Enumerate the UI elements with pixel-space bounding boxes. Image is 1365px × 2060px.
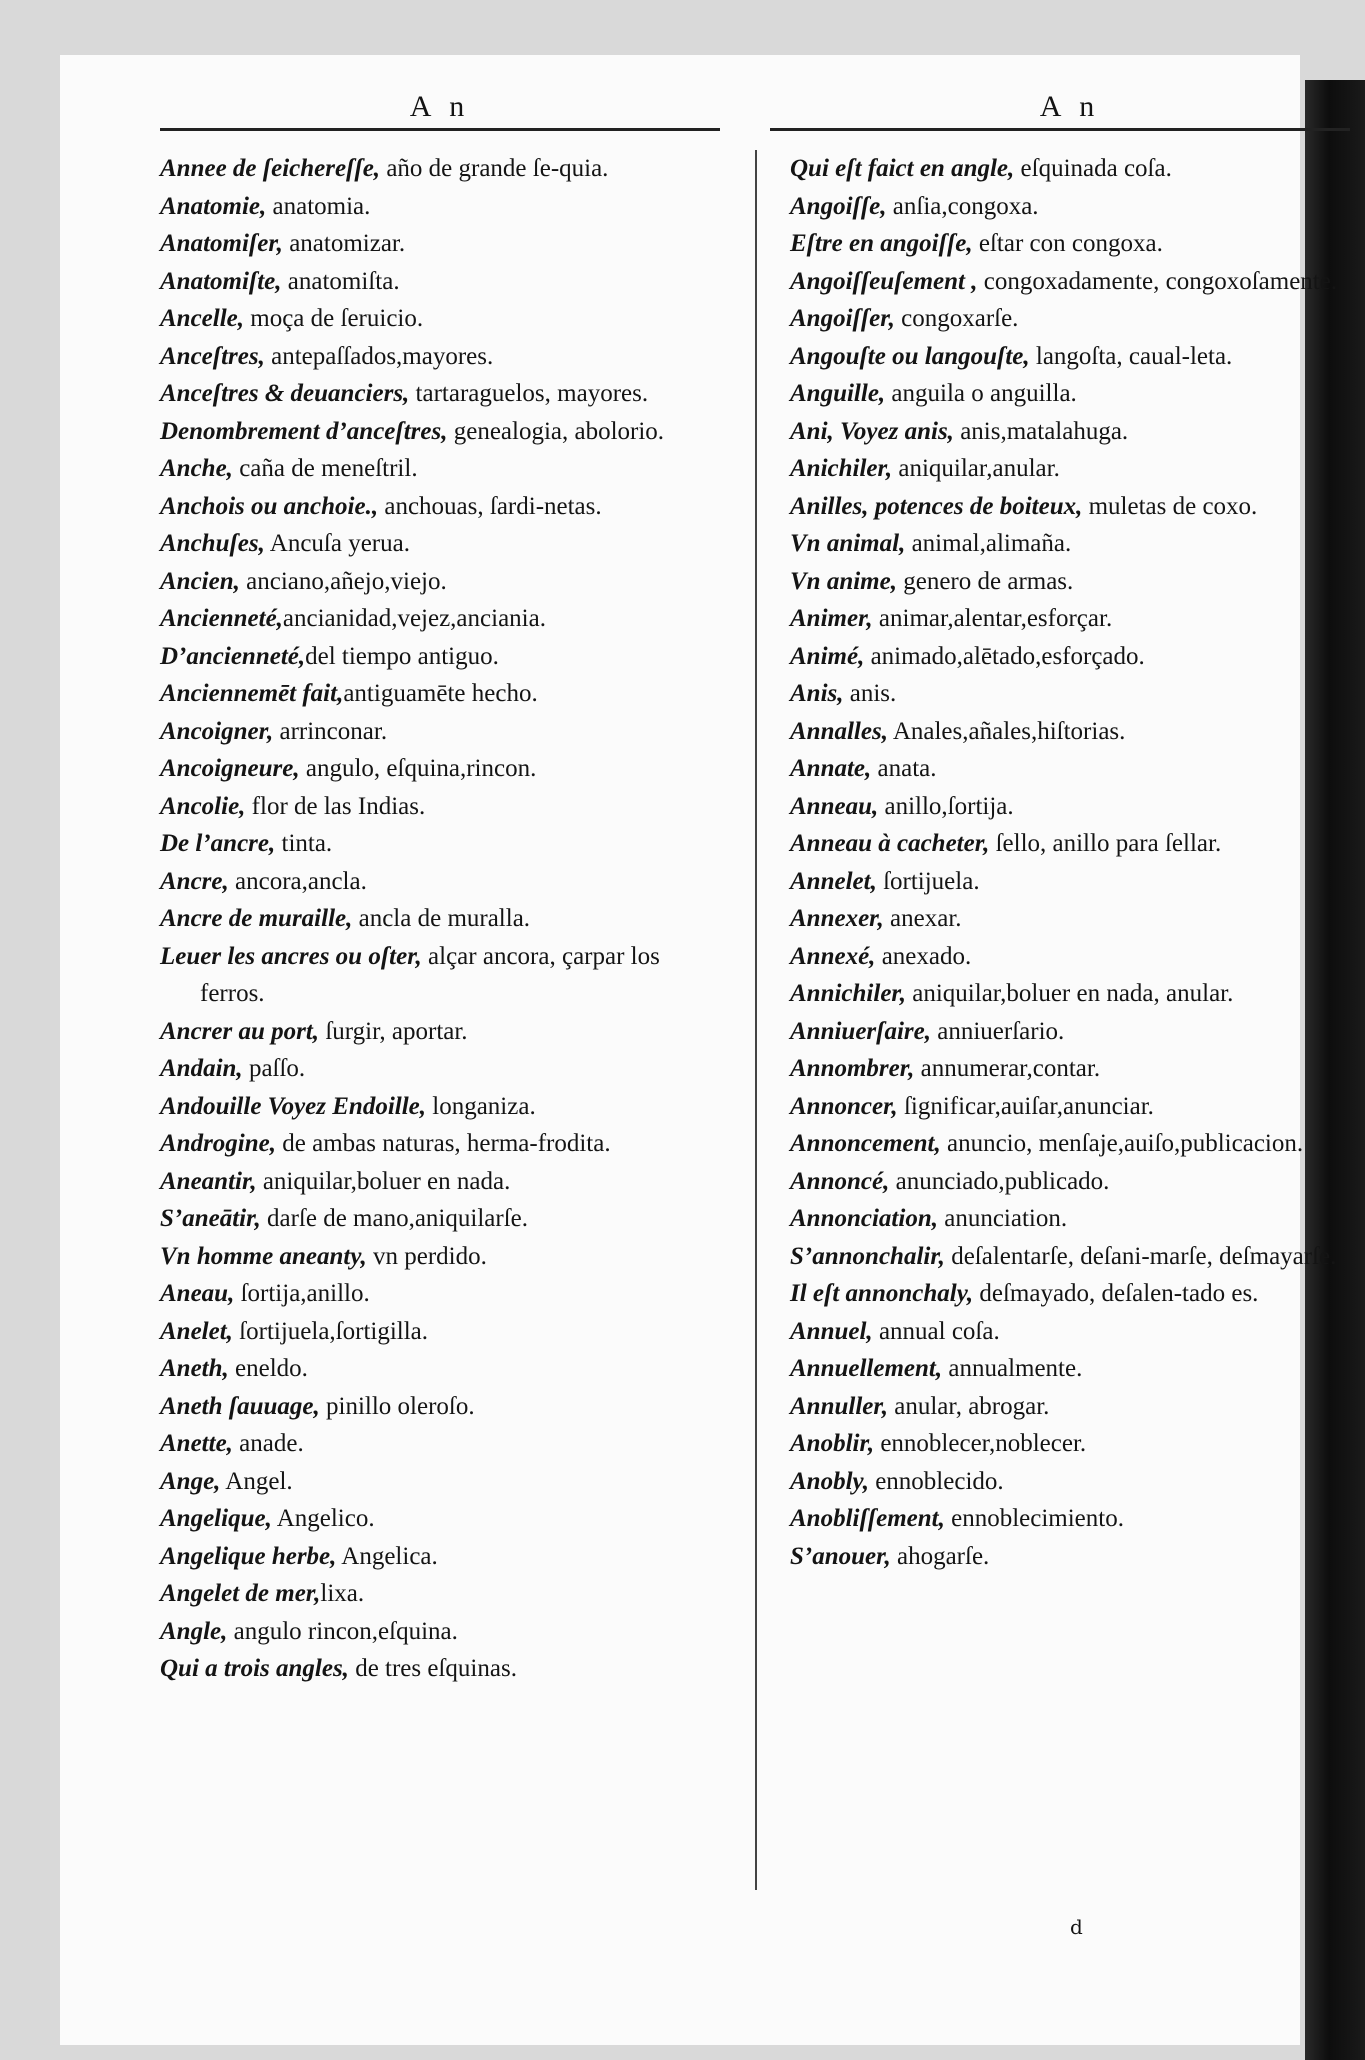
dictionary-entry	[160, 1350, 720, 1388]
dictionary-entry	[160, 488, 720, 526]
dictionary-entry	[160, 1538, 720, 1576]
entry-definition: animado,alētado,esforçado.	[864, 642, 1145, 670]
dictionary-entry	[790, 1013, 1350, 1051]
entry-headword: Leuer les ancres ou oſter,	[160, 942, 422, 970]
entry-headword: Anobliſſement,	[790, 1505, 945, 1532]
dictionary-entry	[790, 900, 1350, 938]
entry-definition: paſſo.	[242, 1055, 306, 1082]
entry-headword: Anceſtres & deuanciers,	[160, 380, 410, 407]
entry-definition: anchouas, ſardi-netas.	[378, 492, 602, 520]
entry-definition: anunciation.	[937, 1205, 1068, 1232]
entry-headword: De l’ancre,	[160, 830, 276, 857]
entry-definition: moça de ſeruicio.	[244, 305, 424, 332]
entry-headword: Annuller,	[790, 1392, 888, 1420]
dictionary-entry	[160, 713, 720, 751]
entry-definition: anſia,congoxa.	[886, 192, 1039, 220]
entry-headword: Ancolie,	[160, 792, 246, 820]
dictionary-entry	[790, 863, 1350, 901]
right-entry-list	[790, 150, 1350, 1575]
entry-headword: Annonciation,	[790, 1205, 938, 1232]
entry-definition: antiguamēte hecho.	[343, 680, 538, 707]
entry-definition: deſmayado, deſalen-tado es.	[973, 1280, 1259, 1307]
left-entry-list	[160, 150, 720, 1688]
dictionary-entry	[790, 675, 1350, 713]
dictionary-entry	[160, 1088, 720, 1126]
entry-definition: congoxadamente, congoxoſamente.	[977, 267, 1338, 295]
entry-definition: de tres eſquinas.	[348, 1655, 517, 1682]
entry-definition: ſortijuela.	[876, 867, 980, 895]
dictionary-entry	[160, 413, 720, 451]
entry-definition: lixa.	[320, 1580, 365, 1607]
entry-definition: año de grande ſe-quia.	[380, 155, 609, 182]
entry-definition: annualmente.	[942, 1355, 1083, 1382]
entry-headword: S’annonchalir,	[790, 1242, 945, 1270]
entry-headword: Anneau à cacheter,	[790, 830, 990, 857]
entry-definition: Angelico.	[271, 1505, 375, 1532]
dictionary-entry	[790, 788, 1350, 826]
entry-headword: Vn animal,	[790, 530, 906, 557]
entry-definition: annual coſa.	[872, 1317, 1000, 1345]
entry-headword: Aneth ſauuage,	[160, 1392, 320, 1420]
entry-headword: Ancre de muraille,	[160, 905, 353, 932]
entry-headword: S’anouer,	[790, 1542, 891, 1570]
entry-headword: Qui eſt faict en angle,	[790, 155, 1015, 182]
dictionary-entry	[160, 525, 720, 563]
entry-definition: genealogia, abolorio.	[447, 417, 665, 445]
dictionary-entry	[160, 263, 720, 301]
entry-headword: Anchois ou anchoie.,	[160, 492, 379, 520]
entry-definition: ſello, anillo para ſellar.	[989, 830, 1222, 857]
entry-headword: Angoiſſeuſement ,	[790, 267, 978, 295]
dictionary-entry	[160, 1500, 720, 1538]
dictionary-entry	[160, 225, 720, 263]
entry-headword: Annuellement,	[790, 1355, 943, 1382]
entry-definition: Ancuſa yerua.	[264, 530, 410, 557]
dictionary-entry	[790, 713, 1350, 751]
entry-headword: Anche,	[160, 455, 233, 482]
dictionary-entry	[160, 788, 720, 826]
entry-headword: Angelet de mer,	[160, 1580, 321, 1607]
dictionary-entry	[790, 1388, 1350, 1426]
entry-headword: Annoncement,	[790, 1130, 941, 1157]
entry-headword: Androgine,	[160, 1130, 277, 1157]
entry-headword: S’aneātir,	[160, 1205, 261, 1232]
dictionary-entry	[790, 188, 1350, 226]
dictionary-entry	[790, 375, 1350, 413]
dictionary-entry	[160, 1275, 720, 1313]
dictionary-entry	[790, 1125, 1350, 1163]
entry-headword: Andouille Voyez Endoille,	[160, 1092, 427, 1120]
entry-definition: anexado.	[875, 942, 972, 970]
entry-headword: Anichiler,	[790, 455, 893, 482]
entry-definition: anunciado,publicado.	[889, 1167, 1110, 1195]
dictionary-entry	[790, 600, 1350, 638]
entry-headword: Aneantir,	[160, 1167, 257, 1195]
dictionary-entry	[160, 150, 720, 188]
entry-headword: Anobly,	[790, 1467, 869, 1495]
dictionary-entry	[160, 563, 720, 601]
dictionary-entry	[790, 1163, 1350, 1201]
entry-definition: longaniza.	[426, 1092, 536, 1120]
dictionary-entry	[160, 1388, 720, 1426]
entry-definition: anatomia.	[266, 192, 371, 220]
entry-definition: aniquilar,boluer en nada.	[256, 1167, 511, 1195]
entry-headword: Anis,	[790, 680, 844, 707]
dictionary-entry	[790, 1200, 1350, 1238]
entry-definition: animal,alimaña.	[905, 530, 1072, 557]
entry-definition: flor de las Indias.	[245, 792, 426, 820]
dictionary-entry	[790, 1313, 1350, 1351]
dictionary-entry	[790, 1538, 1350, 1576]
entry-headword: Annate,	[790, 755, 872, 782]
entry-definition: ſurgir, aportar.	[319, 1017, 468, 1045]
entry-headword: Ancelle,	[160, 305, 245, 332]
dictionary-entry	[790, 638, 1350, 676]
entry-definition: anexar.	[883, 905, 962, 932]
entry-definition: ennoblecimiento.	[944, 1505, 1124, 1532]
dictionary-entry	[790, 975, 1350, 1013]
entry-headword: Angoiſſe,	[790, 192, 887, 220]
entry-headword: Angle,	[160, 1617, 228, 1645]
entry-headword: Anniuerſaire,	[790, 1017, 932, 1045]
dictionary-entry	[790, 1425, 1350, 1463]
entry-headword: Ancre,	[160, 867, 229, 895]
dictionary-entry	[160, 900, 720, 938]
entry-headword: Animé,	[790, 642, 865, 670]
entry-headword: Eſtre en angoiſſe,	[790, 230, 973, 257]
entry-headword: Ancoigner,	[160, 717, 274, 745]
entry-definition: antepaſſados,mayores.	[264, 342, 494, 370]
entry-headword: Annombrer,	[790, 1055, 915, 1082]
entry-headword: Annexé,	[790, 942, 876, 970]
entry-definition: Angel.	[220, 1467, 293, 1495]
right-header-rule	[770, 128, 1350, 131]
entry-definition: anata.	[871, 755, 937, 782]
dictionary-entry	[790, 1088, 1350, 1126]
dictionary-entry	[790, 413, 1350, 451]
dictionary-entry	[790, 225, 1350, 263]
entry-definition: eneldo.	[228, 1355, 308, 1382]
dictionary-entry	[160, 1200, 720, 1238]
entry-definition: ahogarſe.	[890, 1542, 990, 1570]
entry-headword: Vn homme aneanty,	[160, 1242, 367, 1270]
entry-definition: ancianidad,vejez,anciania.	[282, 605, 546, 632]
entry-headword: Ange,	[160, 1467, 221, 1495]
entry-headword: Anilles, potences de boiteux,	[790, 492, 1083, 520]
entry-definition: anis.	[843, 680, 897, 707]
entry-headword: Annoncer,	[790, 1092, 898, 1120]
right-running-head: A n	[1039, 90, 1101, 123]
entry-headword: Anneau,	[790, 792, 879, 820]
entry-headword: Aneau,	[160, 1280, 235, 1307]
dictionary-entry	[790, 300, 1350, 338]
dictionary-entry	[790, 150, 1350, 188]
dictionary-entry	[790, 525, 1350, 563]
entry-definition: angulo, eſquina,rincon.	[299, 755, 537, 782]
entry-headword: Andain,	[160, 1055, 243, 1082]
entry-definition: de ambas naturas, herma-frodita.	[276, 1130, 611, 1157]
dictionary-entry	[790, 1463, 1350, 1501]
dictionary-entry	[160, 375, 720, 413]
dictionary-entry	[160, 750, 720, 788]
entry-headword: Anatomie,	[160, 192, 267, 220]
entry-headword: Annuel,	[790, 1317, 873, 1345]
entry-definition: aniquilar,anular.	[892, 455, 1060, 482]
entry-definition: eſtar con congoxa.	[972, 230, 1163, 257]
entry-headword: Ancoigneure,	[160, 755, 300, 782]
entry-headword: Qui a trois angles,	[160, 1655, 349, 1682]
entry-definition: anuncio, menſaje,auiſo,publicacion.	[940, 1130, 1304, 1157]
entry-definition: alçar ancora, çarpar los ferros.	[200, 942, 660, 1007]
entry-headword: Animer,	[790, 605, 873, 632]
entry-headword: Annelet,	[790, 867, 877, 895]
entry-headword: Anciennemēt fait,	[160, 680, 344, 707]
dictionary-entry	[160, 1650, 720, 1688]
entry-headword: Annexer,	[790, 905, 884, 932]
entry-definition: anatomizar.	[282, 230, 406, 257]
entry-definition: deſalentarſe, deſani-marſe, deſmayarſe.	[944, 1242, 1337, 1270]
entry-definition: anniuerſario.	[931, 1017, 1065, 1045]
entry-definition: ſortijuela,ſortigilla.	[232, 1317, 429, 1345]
entry-definition: tartaraguelos, mayores.	[409, 380, 649, 407]
entry-headword: Anatomiſer,	[160, 230, 283, 257]
entry-headword: Anatomiſte,	[160, 267, 282, 295]
dictionary-entry	[790, 1238, 1350, 1276]
dictionary-entry	[790, 938, 1350, 976]
entry-headword: Ani, Voyez anis,	[790, 417, 954, 445]
dictionary-entry	[160, 1050, 720, 1088]
entry-headword: Anette,	[160, 1430, 233, 1457]
dictionary-entry	[160, 1425, 720, 1463]
dictionary-entry	[790, 338, 1350, 376]
entry-headword: Angouſte ou langouſte,	[790, 342, 1030, 370]
entry-definition: anguila o anguilla.	[885, 380, 1077, 407]
entry-definition: caña de meneſtril.	[232, 455, 418, 482]
entry-headword: Anoblir,	[790, 1430, 875, 1457]
dictionary-entry	[790, 563, 1350, 601]
entry-definition: anade.	[232, 1430, 304, 1457]
entry-definition: anillo,ſortija.	[878, 792, 1014, 820]
dictionary-entry	[160, 1163, 720, 1201]
entry-definition: annumerar,contar.	[914, 1055, 1101, 1082]
entry-headword: Aneth,	[160, 1355, 229, 1382]
dictionary-entry	[160, 1125, 720, 1163]
entry-definition: ſignificar,auiſar,anunciar.	[897, 1092, 1154, 1120]
dictionary-entry	[790, 750, 1350, 788]
dictionary-entry	[790, 1350, 1350, 1388]
entry-definition: angulo rincon,eſquina.	[227, 1617, 458, 1645]
entry-definition: animar,alentar,esforçar.	[872, 605, 1113, 632]
dictionary-entry	[160, 600, 720, 638]
entry-definition: pinillo oleroſo.	[319, 1392, 475, 1420]
dictionary-entry	[790, 1500, 1350, 1538]
entry-definition: congoxarſe.	[894, 305, 1019, 332]
entry-definition: ancora,ancla.	[228, 867, 367, 895]
dictionary-entry	[160, 638, 720, 676]
entry-definition: langoſta, caual-leta.	[1029, 342, 1233, 370]
left-running-head: A n	[409, 90, 471, 123]
entry-definition: darſe de mano,aniquilarſe.	[260, 1205, 528, 1232]
dictionary-entry	[160, 450, 720, 488]
dictionary-entry	[160, 1313, 720, 1351]
entry-headword: Angoiſſer,	[790, 305, 895, 332]
entry-headword: Anelet,	[160, 1317, 233, 1345]
dictionary-entry	[160, 188, 720, 226]
dictionary-entry	[160, 938, 720, 1013]
dictionary-entry	[160, 825, 720, 863]
entry-headword: Annichiler,	[790, 980, 907, 1007]
entry-definition: Angelica.	[336, 1542, 438, 1570]
page-mark: d	[1070, 1915, 1083, 1939]
entry-definition: ſortija,anillo.	[234, 1280, 370, 1307]
entry-headword: Annoncé,	[790, 1167, 890, 1195]
entry-headword: Ancrer au port,	[160, 1017, 320, 1045]
entry-definition: aniquilar,boluer en nada, anular.	[906, 980, 1234, 1007]
dictionary-entry	[160, 1463, 720, 1501]
dictionary-entry	[790, 1275, 1350, 1313]
dictionary-entry	[160, 300, 720, 338]
entry-headword: Angelique,	[160, 1505, 272, 1532]
entry-headword: Denombrement d’anceſtres,	[160, 417, 448, 445]
dictionary-entry	[160, 1013, 720, 1051]
entry-definition: tinta.	[275, 830, 333, 857]
left-header-rule	[160, 128, 720, 131]
entry-headword: Ancienneté,	[160, 605, 283, 632]
dictionary-entry	[790, 263, 1350, 301]
entry-definition: arrinconar.	[273, 717, 388, 745]
entry-definition: anis,matalahuga.	[953, 417, 1129, 445]
entry-headword: Annee de ſeichereſſe,	[160, 155, 381, 182]
entry-definition: muletas de coxo.	[1082, 492, 1258, 520]
entry-definition: eſquinada coſa.	[1014, 155, 1172, 182]
entry-headword: Anguille,	[790, 380, 886, 407]
dictionary-entry	[160, 338, 720, 376]
entry-definition: genero de armas.	[896, 567, 1074, 595]
entry-definition: ancla de muralla.	[352, 905, 531, 932]
dictionary-entry	[790, 450, 1350, 488]
entry-headword: Anceſtres,	[160, 342, 265, 370]
entry-headword: D’ancienneté,	[160, 642, 306, 670]
dictionary-entry	[160, 1575, 720, 1613]
column-divider	[755, 150, 757, 1890]
dictionary-entry	[790, 825, 1350, 863]
entry-definition: anatomiſta.	[281, 267, 400, 295]
entry-definition: anciano,añejo,viejo.	[239, 567, 447, 595]
dictionary-entry	[160, 1238, 720, 1276]
dictionary-entry	[160, 1613, 720, 1651]
entry-definition: Anales,añales,hiſtorias.	[887, 717, 1126, 745]
entry-definition: vn perdido.	[366, 1242, 487, 1270]
entry-definition: del tiempo antiguo.	[305, 642, 499, 670]
entry-headword: Il eſt annonchaly,	[790, 1280, 974, 1307]
dictionary-entry	[160, 675, 720, 713]
dictionary-entry	[790, 488, 1350, 526]
entry-headword: Angelique herbe,	[160, 1542, 337, 1570]
entry-headword: Anchuſes,	[160, 530, 265, 557]
entry-definition: anular, abrogar.	[887, 1392, 1050, 1420]
dictionary-entry	[790, 1050, 1350, 1088]
entry-definition: ennoblecer,noblecer.	[874, 1430, 1087, 1457]
entry-definition: ennoblecido.	[868, 1467, 1004, 1495]
entry-headword: Annalles,	[790, 717, 888, 745]
entry-headword: Vn anime,	[790, 567, 897, 595]
entry-headword: Ancien,	[160, 567, 240, 595]
dictionary-entry	[160, 863, 720, 901]
